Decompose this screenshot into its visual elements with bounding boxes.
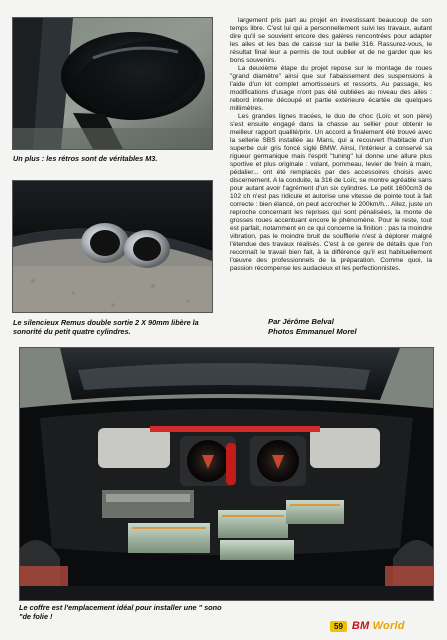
page-footer — [330, 618, 405, 634]
byline-photos: Photos Emmanuel Morel — [268, 326, 357, 336]
article-paragraph: Les grandes lignes tracées, le duo de choc (Loïc et son père) s'est ensuite engagé dans la chasse au sellier pour obtenir le meilleur rapport qualité/prix. Un accord a finalement été trouvé avec la sellerie SBS installée au Mans, qui a recouvert l'habitacle d'un superbe cuir gris foncé siglé BMW. Ainsi, l'intérieur a conservé sa rigueur germanique mais l'esprit "tuning" lui donne une allure plus sportive et plus originale : volant, pommeau, levier de frein à main, pédalier... ont été remplacés par des accessoires choisis avec discernement. A la conduite, la 316 de Loïc, se montre agréable sans pour autant avoir l'agrément d'un six cylindres. Le petit 1600cm3 de 102 ch n'est pas ridicule et autorise une vitesse de pointe tout à fait correcte : bien élancé, on peut accrocher le 200km/h... Allez, juste un reproche concernant les reprises qui sont pénalisées, la monte de grosses roues accentuant encore le phénomène. Pour le reste, tout est parfait, notamment en ce qui concerne la finition : pas la moindre vibration, pas le moindre bruit de soufflerie n'est à déplorer malgré l'étendue des travaux réalisés. C'est à ce genre de détails que l'on reconnaît le travail bien fait, à la différence qu'il est habituellement l'œuvre des professionnels de la préparation. Comme quoi, la passion récompense les audacieux et les perfectionnistes. — [230, 113, 432, 272]
exhaust-photo — [12, 180, 213, 313]
trunk-photo — [19, 347, 434, 601]
trunk-caption: Le coffre est l'emplacement idéal pour installer une " sono "de folie ! — [19, 603, 222, 622]
mirror-caption: Un plus : les rétros sont de véritables M3. — [13, 154, 158, 163]
page-number: 59 — [330, 621, 347, 632]
article-body — [230, 17, 432, 273]
logo-accent: World — [372, 620, 405, 632]
article-paragraph: largement pris part au projet en investissant beaucoup de son temps libre. C'est lui qui a personnellement suivi les travaux, autant dire qu'il se souvient encore des galères rencontrées pour adapter les ailes et les bas de caisse sur la belle 316. Rassurez-vous, le résultat final leur a permis de tout oublier et de ne garder que les bons souvenirs. — [230, 17, 432, 64]
exhaust-caption: Le silencieux Remus double sortie 2 X 90mm libère la sonorité du petit quatre cylindres. — [13, 318, 199, 337]
mirror-photo — [12, 17, 213, 150]
byline-author: Par Jérôme Belval — [268, 317, 334, 326]
magazine-logo — [352, 620, 405, 632]
logo-main: BM — [351, 620, 373, 632]
byline — [268, 317, 443, 337]
article-paragraph: La deuxième étape du projet repose sur le montage de roues "grand diamètre" ainsi que sur l'abaissement des suspensions à l'aide d'un kit complet amortisseurs et ressorts. Au passage, les modifications d'usage n'ont pas été oubliées au niveau des ailes : rebord interne découpé et partie extérieure écartée de quelques millimètres. — [230, 65, 432, 112]
